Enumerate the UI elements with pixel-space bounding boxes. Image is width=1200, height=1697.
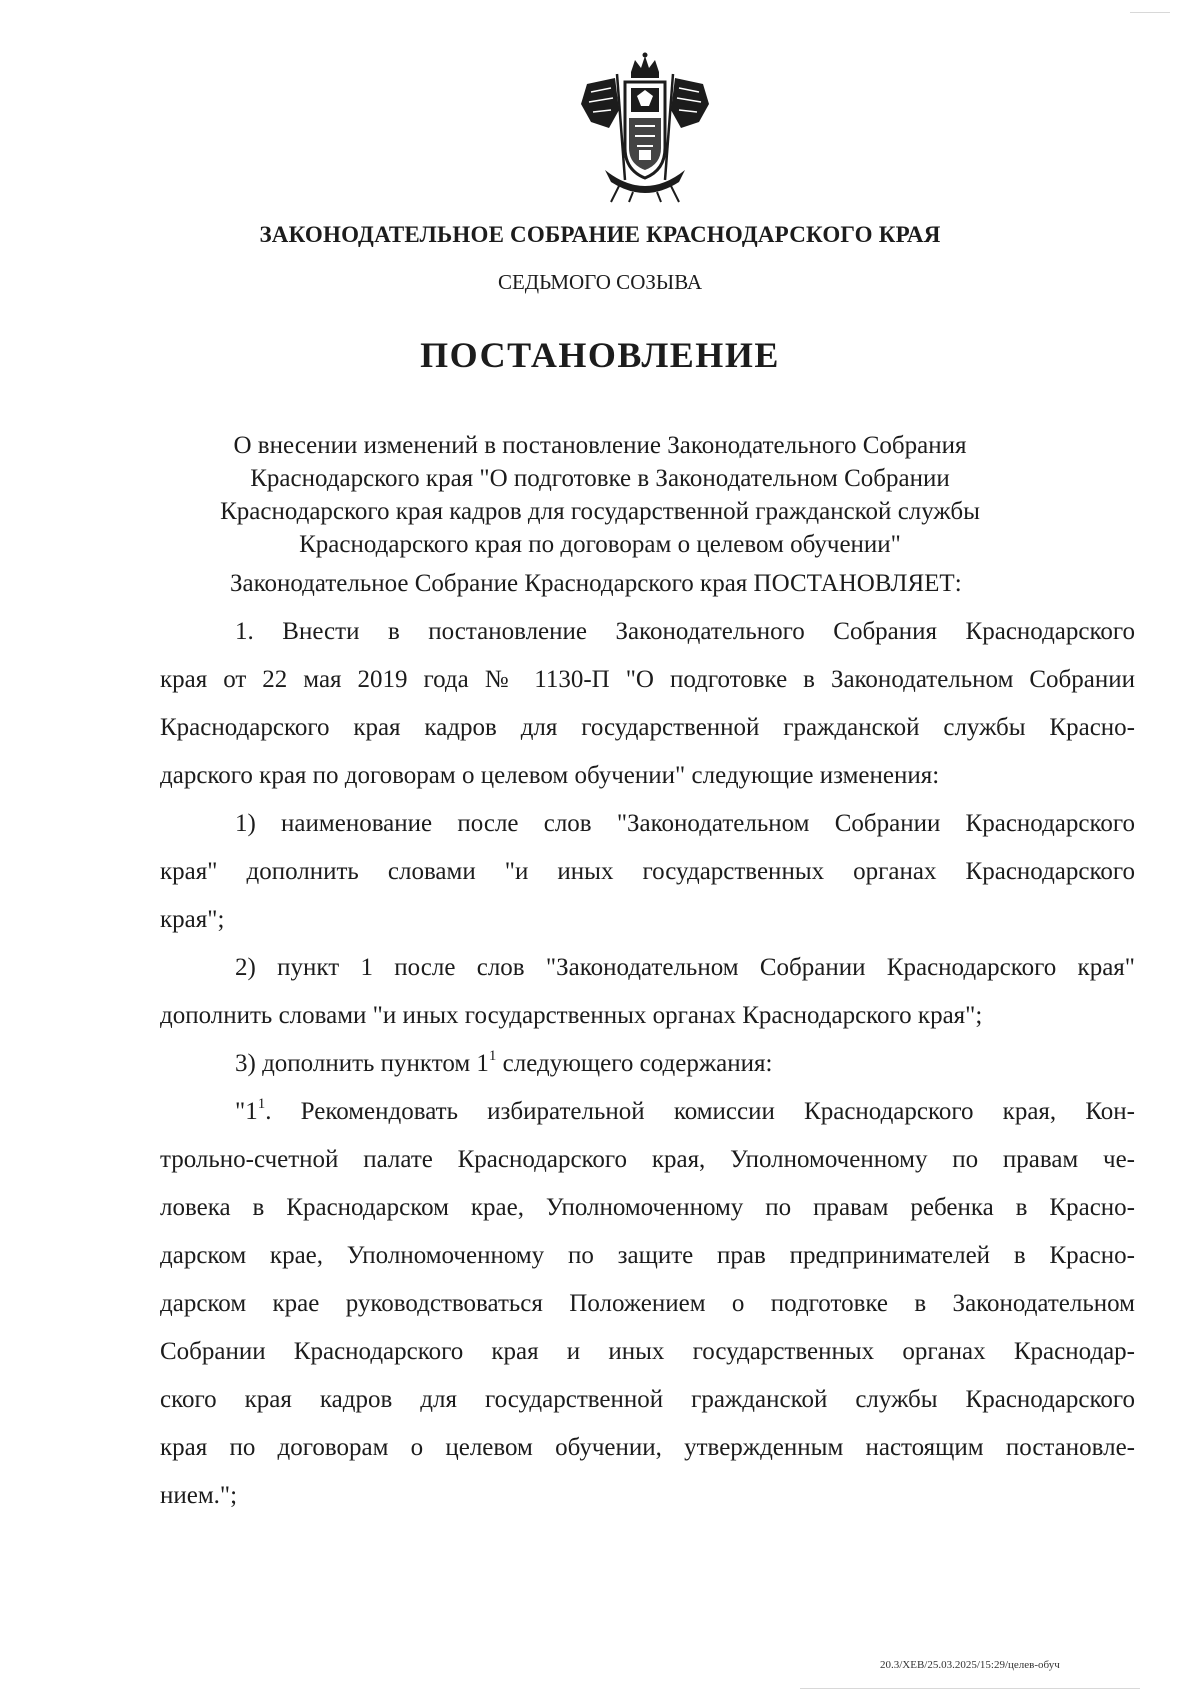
quote-line: ловека в Краснодарском крае, Уполномоченному по правам ребенка в Красно-: [160, 1194, 1135, 1221]
scan-artifact: [1130, 12, 1170, 13]
subject-line: Краснодарского края по договорам о целевом обучении": [299, 531, 901, 558]
quote-line: края по договорам о целевом обучении, утвержденным настоящим постановле-: [160, 1434, 1135, 1461]
subject-line: Краснодарского края кадров для государственной гражданской службы: [220, 498, 980, 525]
convocation: СЕДЬМОГО СОЗЫВА: [497, 270, 703, 294]
document-type-title: ПОСТАНОВЛЕНИЕ: [420, 335, 780, 375]
subitem3-line: [160, 1040, 1135, 1088]
item1-line: 1. Внести в постановление Законодательного Собрания Краснодарского: [235, 618, 1135, 645]
quote-text: . Рекомендовать избирательной комиссии Краснодарского края, Кон-: [265, 1098, 1135, 1125]
registration-mark: 20.3/ХЕВ/25.03.2025/15:29/целев-обуч: [880, 1659, 1060, 1671]
quote-line: Собрании Краснодарского края и иных государственных органах Краснодар-: [160, 1338, 1135, 1365]
item1-line: Краснодарского края кадров для государственной гражданской службы Красно-: [160, 714, 1135, 741]
organization-name: ЗАКОНОДАТЕЛЬНОЕ СОБРАНИЕ КРАСНОДАРСКОГО КРАЯ: [259, 222, 941, 247]
document-body: [160, 560, 1135, 1520]
quote-text: "1: [235, 1098, 258, 1125]
item1-line: дарского края по договорам о целевом обучении" следующие изменения:: [160, 762, 940, 789]
subject-line: О внесении изменений в постановление Законодательного Собрания: [233, 432, 967, 459]
subject-line: Краснодарского края "О подготовке в Законодательном Собрании: [250, 465, 950, 492]
preamble: Законодательное Собрание Краснодарского края ПОСТАНОВЛЯЕТ:: [230, 570, 962, 597]
quote-line: дарском крае, Уполномоченному по защите прав предпринимателей в Красно-: [160, 1242, 1135, 1269]
quote-line: ского края кадров для государственной гражданской службы Краснодарского: [160, 1386, 1135, 1413]
document-subject: [0, 429, 1200, 561]
subitem3-text: следующего содержания:: [496, 1050, 773, 1077]
subitem1-line: края" дополнить словами "и иных государственных органах Краснодарского: [160, 858, 1135, 885]
subitem2-line: 2) пункт 1 после слов "Законодательном Собрании Краснодарского края": [235, 954, 1135, 981]
subitem1-line: края";: [160, 906, 225, 933]
quote-line: дарском крае руководствоваться Положением о подготовке в Законодательном: [160, 1290, 1135, 1317]
superscript: 1: [488, 1047, 497, 1064]
subitem1-line: 1) наименование после слов "Законодательном Собрании Краснодарского: [235, 810, 1135, 837]
quote-line: трольно-счетной палате Краснодарского края, Уполномоченному по правам че-: [160, 1146, 1135, 1173]
subitem2-line: дополнить словами "и иных государственных органах Краснодарского края";: [160, 1002, 983, 1029]
quote-line: [160, 1088, 1135, 1136]
quote-line: нием.";: [160, 1482, 238, 1509]
scan-artifact: [800, 1688, 1140, 1689]
item1-line: края от 22 мая 2019 года № 1130-П "О подготовке в Законодательном Собрании: [160, 666, 1135, 693]
krasnodar-coat-of-arms-icon: [575, 52, 715, 204]
superscript: 1: [257, 1095, 266, 1112]
subitem3-text: 3) дополнить пунктом 1: [235, 1050, 489, 1077]
